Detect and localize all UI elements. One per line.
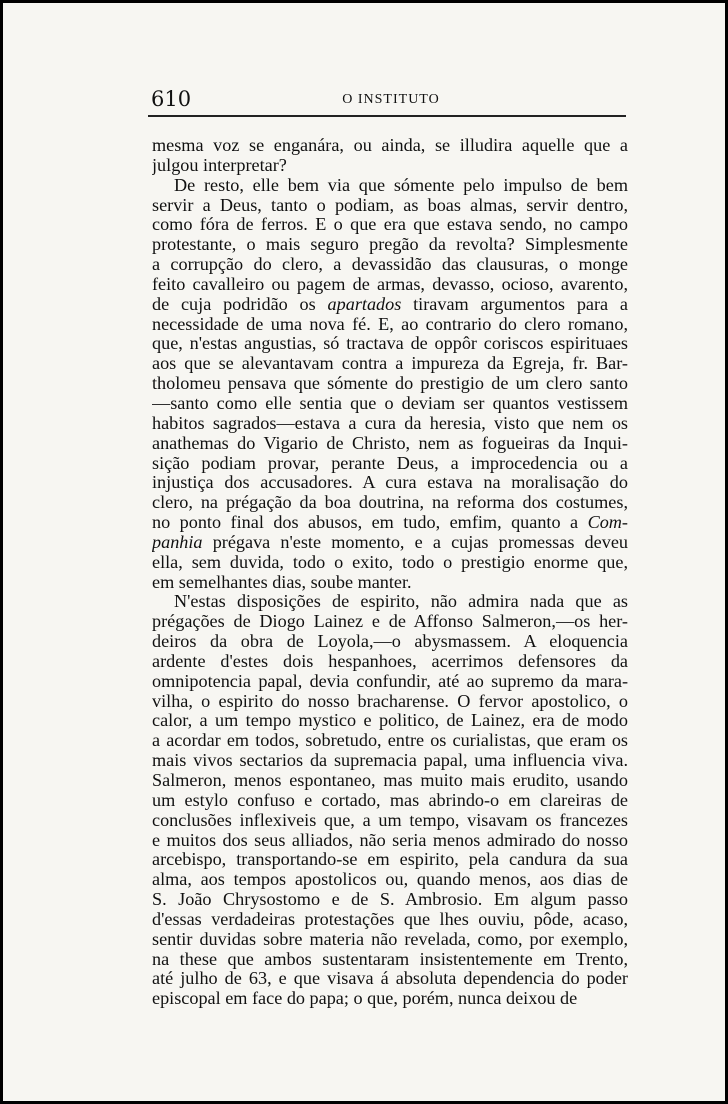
running-title: O INSTITUTO xyxy=(342,92,440,107)
text-line: em semelhantes dias, soube manter. xyxy=(152,572,412,592)
body-text xyxy=(152,136,628,1009)
text-line: omnipotencia papal, devia confundir, até ao supremo da mara- xyxy=(152,671,628,691)
text-line: S. João Chrysostomo e de S. Ambrosio. Em algum passo xyxy=(152,890,628,910)
text-line: arcebispo, transportando-se em espirito, pela candura da sua xyxy=(152,850,628,870)
text-line: conclusões inflexiveis que, a um tempo, visavam os francezes xyxy=(152,810,628,830)
text-line: habitos sagrados—estava a cura da heresia, visto que nem os xyxy=(152,413,628,433)
text-line: até julho de 63, e que visava á absoluta dependencia do poder xyxy=(152,969,628,989)
text-line: ardente d'estes dois hespanhoes, acerrimos defensores da xyxy=(152,651,628,671)
italic-term: apartados xyxy=(327,294,402,314)
text-line: mesma voz se enganára, ou ainda, se illudira aquelle que a xyxy=(152,136,628,155)
italic-term: Com- xyxy=(587,513,628,533)
text-line: de cuja podridão os apartados tiravam argumentos para a xyxy=(152,294,628,314)
text-line: na these que ambos sustentaram insistentemente em Trento, xyxy=(152,949,628,969)
text-line: tholomeu pensava que sómente do prestigio de um clero santo xyxy=(152,374,628,394)
text-line: mais vivos sectarios da supremacia papal, uma influencia viva. xyxy=(152,751,628,771)
text-line: d'essas verdadeiras protestações que lhes ouviu, pôde, acaso, xyxy=(152,909,628,929)
text-line: —santo como elle sentia que o deviam ser quantos vestissem xyxy=(152,393,628,413)
text-line: vilha, o espirito do nosso bracharense. O fervor apostolico, o xyxy=(152,691,628,711)
text-line: julgou interpretar? xyxy=(152,155,287,175)
text-line: como fóra de ferros. E o que era que estava sendo, no campo xyxy=(152,215,628,235)
text-line: no ponto final dos abusos, em tudo, emfim, quanto a Com- xyxy=(152,513,628,533)
text-line: e muitos dos seus alliados, não seria menos admirado do nosso xyxy=(152,830,628,850)
page-header xyxy=(151,87,627,111)
text-line: servir a Deus, tanto o podiam, as boas almas, servir dentro, xyxy=(152,195,628,215)
text-line: ella, sem duvida, todo o exito, todo o prestigio enorme que, xyxy=(152,552,628,572)
text-line: aos que se alevantavam contra a impureza da Egreja, fr. Bar- xyxy=(152,354,628,374)
text-line: injustiça dos accusadores. A cura estava na moralisação do xyxy=(152,473,628,493)
book-page xyxy=(3,3,725,1101)
page-number: 610 xyxy=(151,87,192,111)
text-line: anathemas do Vigario de Christo, nem as fogueiras da Inqui- xyxy=(152,433,628,453)
text-line: sentir duvidas sobre materia não revelada, como, por exemplo, xyxy=(152,929,628,949)
text-line: sição podiam provar, perante Deus, a improcedencia ou a xyxy=(152,453,628,473)
text-line: necessidade de uma nova fé. E, ao contrario do clero romano, xyxy=(152,314,628,334)
text-line: alma, aos tempos apostolicos ou, quando menos, aos dias de xyxy=(152,870,628,890)
header-rule xyxy=(148,115,626,117)
text-line: panhia prégava n'este momento, e a cujas promessas deveu xyxy=(152,532,628,552)
text-line: prégações de Diogo Lainez e de Affonso Salmeron,—os her- xyxy=(152,612,628,632)
text-line: calor, a um tempo mystico e politico, de Lainez, era de modo xyxy=(152,711,628,731)
text-line: N'estas disposições de espirito, não admira nada que as xyxy=(174,592,628,612)
italic-term: panhia xyxy=(152,532,203,552)
text-line: episcopal em face do papa; o que, porém, nunca deixou de xyxy=(152,989,578,1009)
text-line: que, n'estas angustias, só tractava de oppôr coriscos espirituaes xyxy=(152,334,628,354)
text-line: clero, na prégação da boa doutrina, na reforma dos costumes, xyxy=(152,493,628,513)
text-line: a acordar em todos, sobretudo, entre os curialistas, que eram os xyxy=(152,731,628,751)
text-line: a corrupção do clero, a devassidão das clausuras, o monge xyxy=(152,255,628,275)
text-line: deiros da obra de Loyola,—o abysmassem. A eloquencia xyxy=(152,632,628,652)
text-line: protestante, o mais seguro pregão da revolta? Simplesmente xyxy=(152,235,628,255)
text-line: De resto, elle bem via que sómente pelo impulso de bem xyxy=(174,175,628,195)
text-line: Salmeron, menos espontaneo, mas muito mais erudito, usando xyxy=(152,771,628,790)
text-line: um estylo confuso e cortado, mas abrindo-o em clareiras de xyxy=(152,790,628,810)
text-line: feito cavalleiro ou pagem de armas, devasso, ocioso, avarento, xyxy=(152,274,628,294)
